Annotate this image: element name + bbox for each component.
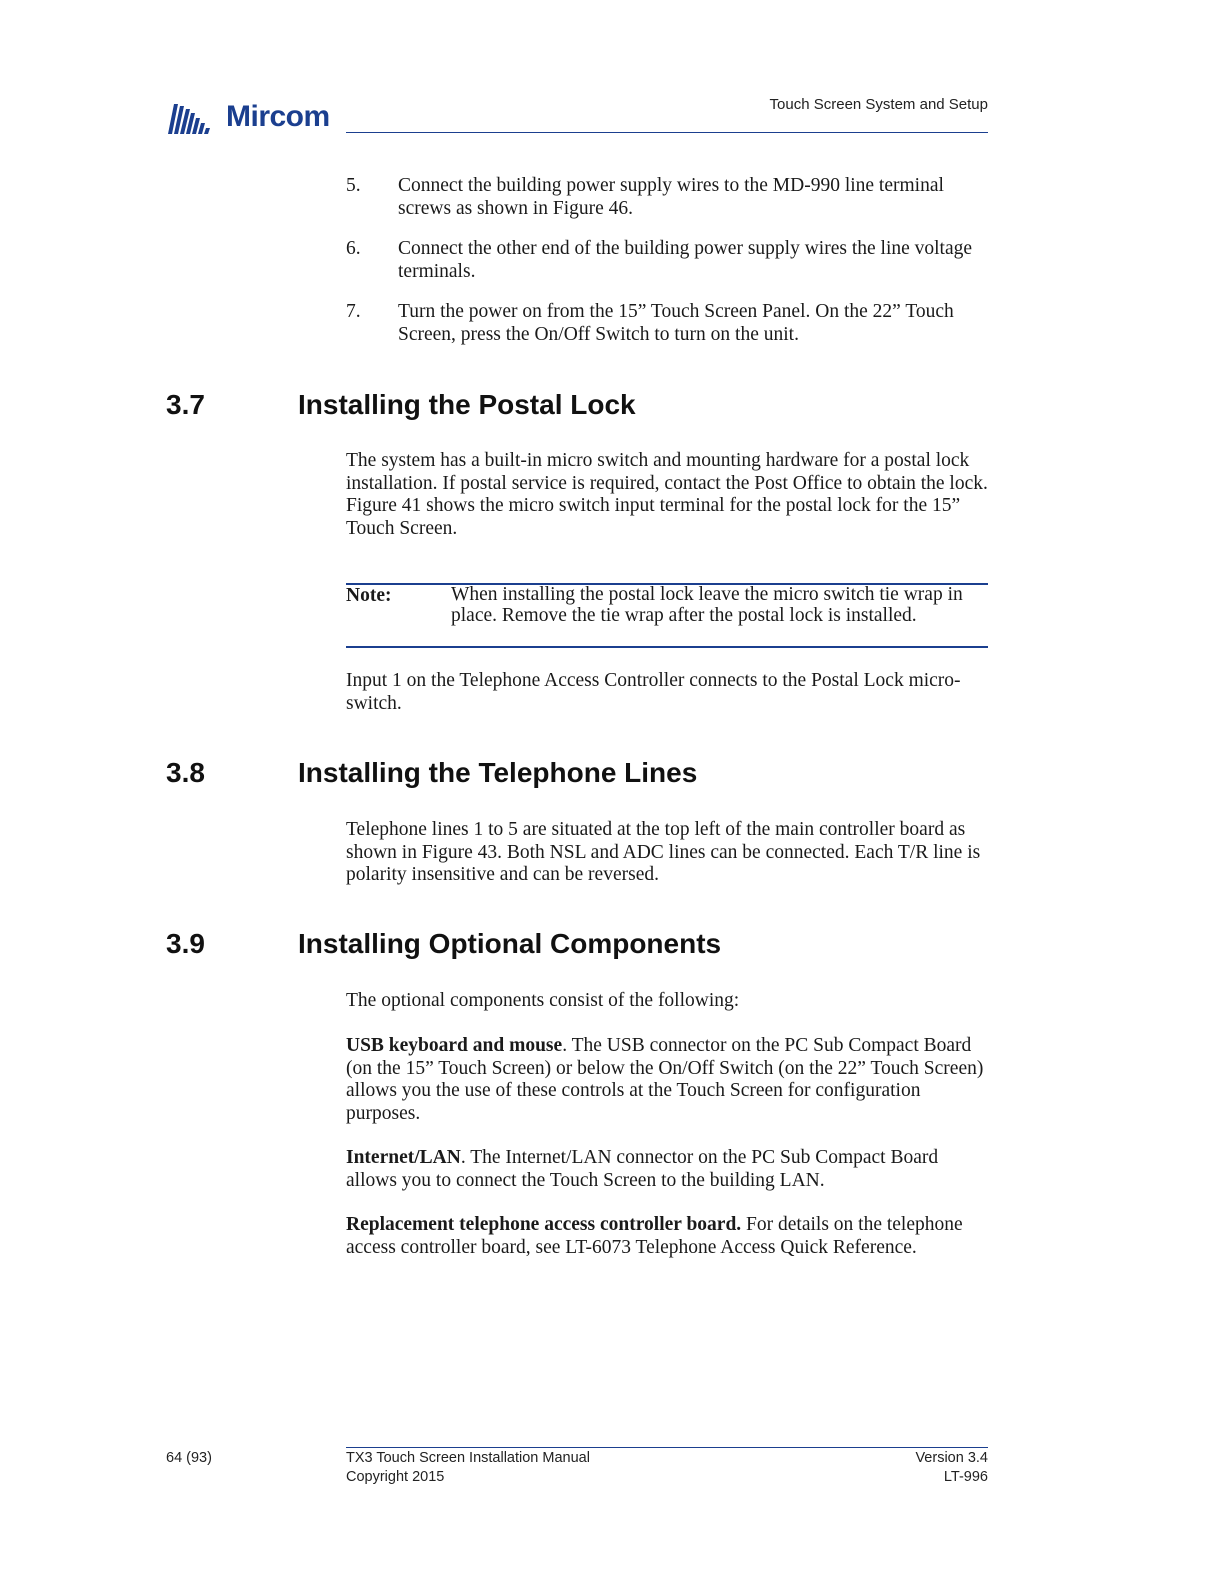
section-title-telephone-lines: Installing the Telephone Lines (298, 757, 698, 788)
section-number: 3.9 (166, 928, 205, 959)
optional-item-usb (346, 1035, 991, 1125)
footer-version: Version 3.4 (915, 1450, 988, 1466)
step-text: Connect the other end of the building power supply wires the line voltage terminals. (398, 238, 973, 282)
section-title-postal-lock: Installing the Postal Lock (298, 389, 636, 420)
optional-item-lan (346, 1147, 991, 1192)
telephone-lines-paragraph: Telephone lines 1 to 5 are situated at the top left of the main controller board as shown in Figure 43. Both NSL and ADC lines can be connected. Each T/R line is polarity insensitive and can be reversed. (346, 819, 981, 885)
step-text: Connect the building power supply wires to the MD-990 line terminal screws as shown in Figure 46. (398, 175, 944, 219)
footer-manual-title: TX3 Touch Screen Installation Manual (346, 1450, 590, 1466)
step-number: 5. (346, 175, 361, 196)
step-text: Turn the power on from the 15” Touch Screen Panel. On the 22” Touch Screen, press the On/Off Switch to turn on the unit. (398, 301, 954, 345)
optional-item-lan-title: Internet/LAN (346, 1147, 461, 1168)
footer-document-id: LT-996 (943, 1469, 988, 1485)
section-number: 3.7 (166, 389, 205, 420)
postal-lock-input-paragraph: Input 1 on the Telephone Access Controller connects to the Postal Lock micro-switch. (346, 670, 961, 714)
note-bottom-rule (346, 646, 988, 648)
postal-lock-paragraph: The system has a built-in micro switch and mounting hardware for a postal lock installation. If postal service is required, contact the Post Office to obtain the lock. Figure 41 shows the micro switch input terminal for the postal lock for the 15” Touch Screen. (346, 450, 988, 539)
optional-components-intro: The optional components consist of the following: (346, 990, 740, 1011)
footer-copyright: Copyright 2015 (346, 1469, 445, 1485)
footer-divider (346, 1447, 988, 1448)
optional-item-controller-board-title: Replacement telephone access controller board. (346, 1214, 742, 1235)
header-section-title: Touch Screen System and Setup (769, 96, 988, 113)
step-number: 7. (346, 301, 361, 322)
section-title-optional-components: Installing Optional Components (298, 928, 722, 959)
optional-item-usb-title: USB keyboard and mouse (346, 1035, 563, 1056)
note-label: Note: (346, 585, 392, 606)
header-divider (346, 132, 988, 133)
section-number: 3.8 (166, 757, 205, 788)
note-text: When installing the postal lock leave the micro switch tie wrap in place. Remove the tie wrap after the postal lock is installed. (451, 584, 963, 626)
footer-page-number: 64 (93) (166, 1450, 212, 1466)
mircom-logo (166, 100, 346, 136)
optional-item-lan-text: . The Internet/LAN connector on the PC Sub Compact Board allows you to connect the Touch Screen to the building LAN. (346, 1147, 939, 1191)
optional-item-controller-board-text: For details on the telephone access controller board, see LT-6073 Telephone Access Quick Reference. (346, 1214, 963, 1258)
logo-wordmark: Mircom (226, 100, 330, 133)
optional-item-usb-text: . The USB connector on the PC Sub Compact Board (on the 15” Touch Screen) or below the On/Off Switch (on the 22” Touch Screen) allows you the use of these controls at the Touch Screen for configuration purposes. (346, 1035, 984, 1124)
step-number: 6. (346, 238, 361, 259)
optional-item-controller-board (346, 1214, 991, 1259)
